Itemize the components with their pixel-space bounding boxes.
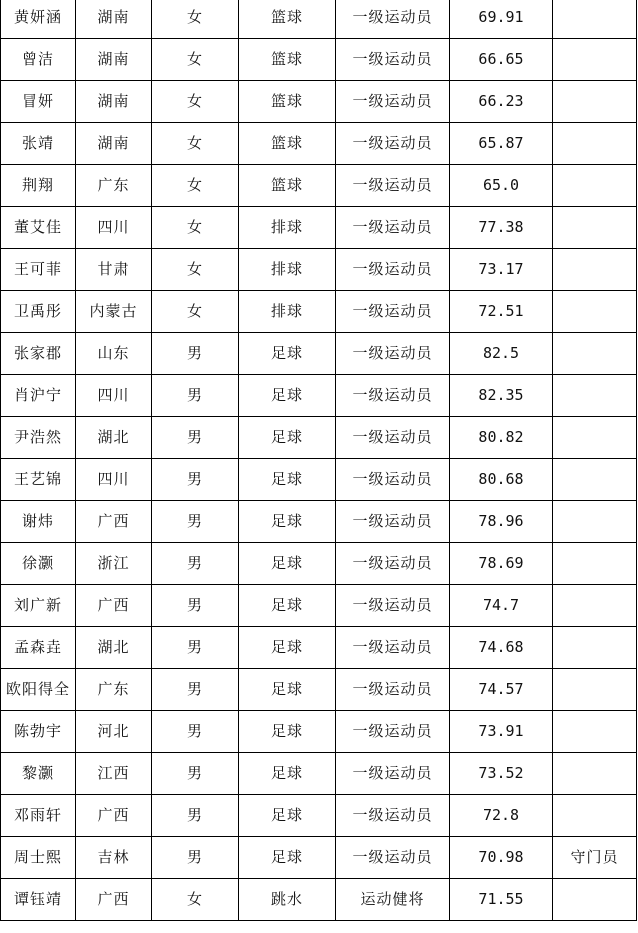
gender-cell: 男 — [152, 501, 239, 543]
note-cell — [553, 459, 637, 501]
level-cell: 一级运动员 — [336, 501, 450, 543]
level-cell: 一级运动员 — [336, 669, 450, 711]
gender-cell: 男 — [152, 543, 239, 585]
athlete-name-cell: 肖沪宁 — [1, 375, 76, 417]
note-cell — [553, 795, 637, 837]
gender-cell: 女 — [152, 81, 239, 123]
level-cell: 一级运动员 — [336, 585, 450, 627]
sport-cell: 足球 — [239, 627, 336, 669]
athlete-name-cell: 黎灏 — [1, 753, 76, 795]
level-cell: 一级运动员 — [336, 81, 450, 123]
sport-cell: 篮球 — [239, 81, 336, 123]
level-cell: 一级运动员 — [336, 165, 450, 207]
table-row — [1, 795, 637, 837]
athlete-name-cell: 曾洁 — [1, 39, 76, 81]
table-row — [1, 837, 637, 879]
sport-cell: 足球 — [239, 333, 336, 375]
score-cell: 72.8 — [450, 795, 553, 837]
score-cell: 77.38 — [450, 207, 553, 249]
gender-cell: 女 — [152, 879, 239, 921]
gender-cell: 女 — [152, 249, 239, 291]
gender-cell: 女 — [152, 165, 239, 207]
athlete-name-cell: 孟森垚 — [1, 627, 76, 669]
level-cell: 运动健将 — [336, 879, 450, 921]
gender-cell: 女 — [152, 0, 239, 39]
athlete-name-cell: 谭钰靖 — [1, 879, 76, 921]
score-cell: 65.0 — [450, 165, 553, 207]
gender-cell: 男 — [152, 669, 239, 711]
gender-cell: 男 — [152, 585, 239, 627]
note-cell — [553, 0, 637, 39]
province-cell: 内蒙古 — [76, 291, 152, 333]
note-cell — [553, 879, 637, 921]
score-cell: 74.57 — [450, 669, 553, 711]
athlete-name-cell: 董艾佳 — [1, 207, 76, 249]
table-row — [1, 711, 637, 753]
gender-cell: 男 — [152, 417, 239, 459]
gender-cell: 女 — [152, 207, 239, 249]
level-cell: 一级运动员 — [336, 837, 450, 879]
level-cell: 一级运动员 — [336, 333, 450, 375]
sport-cell: 足球 — [239, 375, 336, 417]
table-row — [1, 627, 637, 669]
note-cell — [553, 249, 637, 291]
table-row — [1, 585, 637, 627]
score-cell: 80.68 — [450, 459, 553, 501]
level-cell: 一级运动员 — [336, 39, 450, 81]
level-cell: 一级运动员 — [336, 207, 450, 249]
athlete-name-cell: 卫禹彤 — [1, 291, 76, 333]
table-row — [1, 879, 637, 921]
gender-cell: 男 — [152, 333, 239, 375]
score-cell: 65.87 — [450, 123, 553, 165]
athlete-name-cell: 王可菲 — [1, 249, 76, 291]
province-cell: 湖北 — [76, 417, 152, 459]
table-row — [1, 0, 637, 39]
athlete-name-cell: 陈勃宇 — [1, 711, 76, 753]
gender-cell: 男 — [152, 837, 239, 879]
score-cell: 73.52 — [450, 753, 553, 795]
province-cell: 浙江 — [76, 543, 152, 585]
sport-cell: 足球 — [239, 501, 336, 543]
sport-cell: 篮球 — [239, 123, 336, 165]
note-cell — [553, 543, 637, 585]
province-cell: 湖南 — [76, 81, 152, 123]
note-cell — [553, 39, 637, 81]
table-row — [1, 39, 637, 81]
athlete-name-cell: 邓雨轩 — [1, 795, 76, 837]
score-cell: 66.23 — [450, 81, 553, 123]
province-cell: 湖南 — [76, 39, 152, 81]
athlete-name-cell: 周士熙 — [1, 837, 76, 879]
gender-cell: 男 — [152, 753, 239, 795]
athlete-name-cell: 张家郡 — [1, 333, 76, 375]
province-cell: 吉林 — [76, 837, 152, 879]
level-cell: 一级运动员 — [336, 123, 450, 165]
province-cell: 甘肃 — [76, 249, 152, 291]
level-cell: 一级运动员 — [336, 291, 450, 333]
score-cell: 69.91 — [450, 0, 553, 39]
athlete-name-cell: 黄妍涵 — [1, 0, 76, 39]
province-cell: 湖北 — [76, 627, 152, 669]
province-cell: 江西 — [76, 753, 152, 795]
level-cell: 一级运动员 — [336, 375, 450, 417]
sport-cell: 排球 — [239, 249, 336, 291]
table-row — [1, 165, 637, 207]
level-cell: 一级运动员 — [336, 711, 450, 753]
gender-cell: 男 — [152, 711, 239, 753]
athlete-name-cell: 张靖 — [1, 123, 76, 165]
province-cell: 湖南 — [76, 123, 152, 165]
table-row — [1, 669, 637, 711]
note-cell — [553, 333, 637, 375]
gender-cell: 男 — [152, 795, 239, 837]
note-cell: 守门员 — [553, 837, 637, 879]
score-cell: 73.91 — [450, 711, 553, 753]
note-cell — [553, 417, 637, 459]
sport-cell: 足球 — [239, 459, 336, 501]
table-row — [1, 333, 637, 375]
table-row — [1, 543, 637, 585]
level-cell: 一级运动员 — [336, 0, 450, 39]
sport-cell: 足球 — [239, 417, 336, 459]
level-cell: 一级运动员 — [336, 795, 450, 837]
score-cell: 82.5 — [450, 333, 553, 375]
note-cell — [553, 207, 637, 249]
table-row — [1, 753, 637, 795]
province-cell: 广东 — [76, 165, 152, 207]
note-cell — [553, 291, 637, 333]
gender-cell: 男 — [152, 627, 239, 669]
province-cell: 广东 — [76, 669, 152, 711]
score-cell: 78.69 — [450, 543, 553, 585]
sport-cell: 篮球 — [239, 0, 336, 39]
table-row — [1, 207, 637, 249]
sport-cell: 足球 — [239, 543, 336, 585]
table-row — [1, 375, 637, 417]
level-cell: 一级运动员 — [336, 753, 450, 795]
sport-cell: 跳水 — [239, 879, 336, 921]
note-cell — [553, 123, 637, 165]
note-cell — [553, 627, 637, 669]
sport-cell: 足球 — [239, 711, 336, 753]
table-row — [1, 417, 637, 459]
score-cell: 78.96 — [450, 501, 553, 543]
province-cell: 山东 — [76, 333, 152, 375]
province-cell: 四川 — [76, 207, 152, 249]
note-cell — [553, 669, 637, 711]
sport-cell: 排球 — [239, 291, 336, 333]
note-cell — [553, 753, 637, 795]
score-cell: 82.35 — [450, 375, 553, 417]
table-row — [1, 81, 637, 123]
score-cell: 73.17 — [450, 249, 553, 291]
sport-cell: 篮球 — [239, 39, 336, 81]
score-cell: 74.68 — [450, 627, 553, 669]
athlete-name-cell: 欧阳得全 — [1, 669, 76, 711]
sport-cell: 足球 — [239, 753, 336, 795]
sport-cell: 足球 — [239, 837, 336, 879]
province-cell: 广西 — [76, 501, 152, 543]
score-cell: 71.55 — [450, 879, 553, 921]
gender-cell: 男 — [152, 459, 239, 501]
note-cell — [553, 501, 637, 543]
table-row — [1, 291, 637, 333]
province-cell: 四川 — [76, 459, 152, 501]
province-cell: 广西 — [76, 879, 152, 921]
province-cell: 四川 — [76, 375, 152, 417]
sport-cell: 篮球 — [239, 165, 336, 207]
level-cell: 一级运动员 — [336, 627, 450, 669]
sport-cell: 足球 — [239, 585, 336, 627]
note-cell — [553, 81, 637, 123]
sport-cell: 排球 — [239, 207, 336, 249]
level-cell: 一级运动员 — [336, 543, 450, 585]
gender-cell: 女 — [152, 123, 239, 165]
note-cell — [553, 585, 637, 627]
province-cell: 广西 — [76, 585, 152, 627]
note-cell — [553, 375, 637, 417]
athlete-name-cell: 谢炜 — [1, 501, 76, 543]
table-row — [1, 459, 637, 501]
athlete-table-body — [1, 0, 637, 921]
gender-cell: 女 — [152, 291, 239, 333]
sport-cell: 足球 — [239, 795, 336, 837]
athlete-name-cell: 王艺锦 — [1, 459, 76, 501]
gender-cell: 男 — [152, 375, 239, 417]
score-cell: 66.65 — [450, 39, 553, 81]
level-cell: 一级运动员 — [336, 249, 450, 291]
score-cell: 72.51 — [450, 291, 553, 333]
athlete-name-cell: 冒妍 — [1, 81, 76, 123]
score-cell: 74.7 — [450, 585, 553, 627]
note-cell — [553, 165, 637, 207]
level-cell: 一级运动员 — [336, 417, 450, 459]
gender-cell: 女 — [152, 39, 239, 81]
athlete-name-cell: 刘广新 — [1, 585, 76, 627]
athlete-name-cell: 荆翔 — [1, 165, 76, 207]
note-cell — [553, 711, 637, 753]
sport-cell: 足球 — [239, 669, 336, 711]
table-row — [1, 249, 637, 291]
athlete-name-cell: 徐灏 — [1, 543, 76, 585]
province-cell: 广西 — [76, 795, 152, 837]
level-cell: 一级运动员 — [336, 459, 450, 501]
table-row — [1, 123, 637, 165]
province-cell: 河北 — [76, 711, 152, 753]
score-cell: 80.82 — [450, 417, 553, 459]
table-row — [1, 501, 637, 543]
score-cell: 70.98 — [450, 837, 553, 879]
athlete-name-cell: 尹浩然 — [1, 417, 76, 459]
province-cell: 湖南 — [76, 0, 152, 39]
